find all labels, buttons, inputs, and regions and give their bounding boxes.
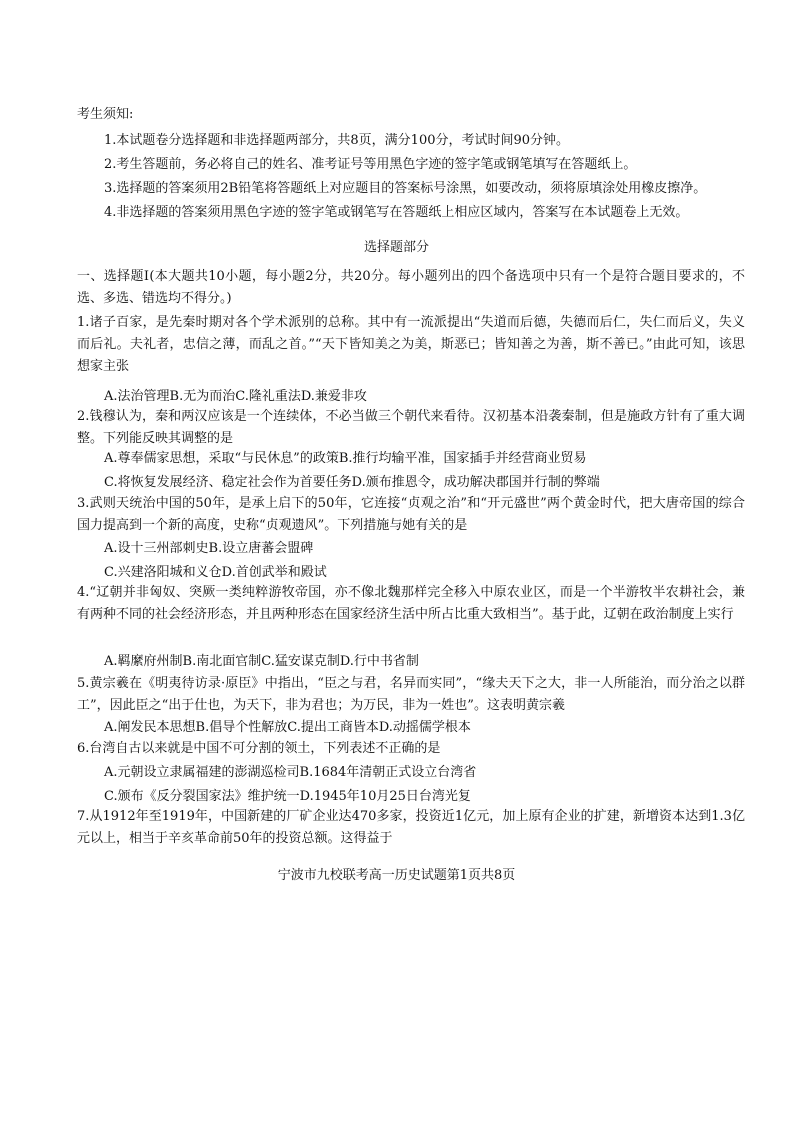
page-footer: 宁波市九校联考高一历史试题第1页共8页 — [277, 868, 516, 883]
question-5-stem: 5.黄宗羲在《明夷待访录·原臣》中指出，“臣之与君，名异而实同”，“缘夫天下之大，非一人所能治，而分治之以群工”，因此臣之“出于仕也，为天下，非为君也；为万民，非为一姓也”。这表明黄宗羲 — [77, 676, 745, 713]
question-3-stem: 3.武则天统治中国的50年，是承上启下的50年，它连接“贞观之治”和“开元盛世”两个黄金时代，把大唐帝国的综合国力提高到一个新的高度，史称“贞观遗风”。下列措施与她有关的是 — [77, 496, 745, 533]
question-4-options: A.羁縻府州制B.南北面官制C.猛安谋克制D.行中书省制 — [104, 654, 419, 669]
part-intro: 一、选择题Ⅰ(本大题共10小题，每小题2分，共20分。每小题列出的四个备选项中只有一个是符合题目要求的，不选、多选、错选均不得分。) — [77, 269, 745, 306]
notice-title: 考生须知: — [77, 107, 134, 122]
notice-item-2: 2.考生答题前，务必将自己的姓名、准考证号等用黑色字迹的签字笔或钢笔填写在答题纸上。 — [104, 157, 637, 172]
question-2-options-row-1: A.尊奉儒家思想，采取“与民休息”的政策B.推行均输平准，国家插手并经营商业贸易 — [104, 451, 587, 466]
question-3-options-row-1: A.设十三州部刺史B.设立唐蕃会盟碑 — [104, 541, 314, 556]
question-6-stem: 6.台湾自古以来就是中国不可分割的领土，下列表述不正确的是 — [77, 741, 441, 756]
question-6-options-row-2: C.颁布《反分裂国家法》维护统一D.1945年10月25日台湾光复 — [104, 789, 471, 804]
question-6-options-row-1: A.元朝设立隶属福建的澎湖巡检司B.1684年清朝正式设立台湾省 — [104, 765, 477, 780]
question-3-options-row-2: C.兴建洛阳城和义仓D.首创武举和殿试 — [104, 565, 327, 580]
question-5-options: A.阐发民本思想B.倡导个性解放C.提出工商皆本D.动摇儒学根本 — [104, 720, 471, 735]
question-1-options: A.法治管理B.无为而治C.隆礼重法D.兼爱非攻 — [104, 389, 367, 404]
question-1-stem: 1.诸子百家，是先秦时期对各个学术派别的总称。其中有一流派提出“失道而后德，失德而后仁，失仁而后义，失义而后礼。夫礼者，忠信之薄，而乱之首。”“天下皆知美之为美，斯恶已；皆知善之为善，斯不善已。”由此可知，该思想家主张 — [77, 315, 745, 374]
question-7-stem: 7.从1912年至1919年，中国新建的厂矿企业达470多家，投资近1亿元，加上原有企业的扩建，新增资本达到1.3亿元以上，相当于辛亥革命前50年的投资总额。这得益于 — [77, 809, 745, 846]
notice-item-4: 4.非选择题的答案须用黑色字迹的签字笔或钢笔写在答题纸上相应区域内，答案写在本试题卷上无效。 — [104, 205, 689, 220]
notice-item-1: 1.本试题卷分选择题和非选择题两部分，共8页，满分100分，考试时间90分钟。 — [104, 133, 570, 148]
question-2-stem: 2.钱穆认为，秦和两汉应该是一个连续体，不必当做三个朝代来看待。汉初基本沿袭秦制，但是施政方针有了重大调整。下列能反映其调整的是 — [77, 409, 745, 446]
question-4-stem: 4.“辽朝并非匈奴、突厥一类纯粹游牧帝国，亦不像北魏那样完全移入中原农业区，而是一个半游牧半农耕社会，兼有两种不同的社会经济形态，并且两种形态在国家经济生活中所占比重大致相当”。基于此，辽朝在政治制度上实行 — [77, 585, 745, 622]
notice-item-3: 3.选择题的答案须用2B铅笔将答题纸上对应题目的答案标号涂黑，如要改动，须将原填涂处用橡皮擦净。 — [104, 181, 707, 196]
section-title: 选择题部分 — [363, 240, 429, 255]
question-2-options-row-2: C.将恢复发展经济、稳定社会作为首要任务D.颁布推恩令，成功解决郡国并行制的弊端 — [104, 475, 600, 490]
